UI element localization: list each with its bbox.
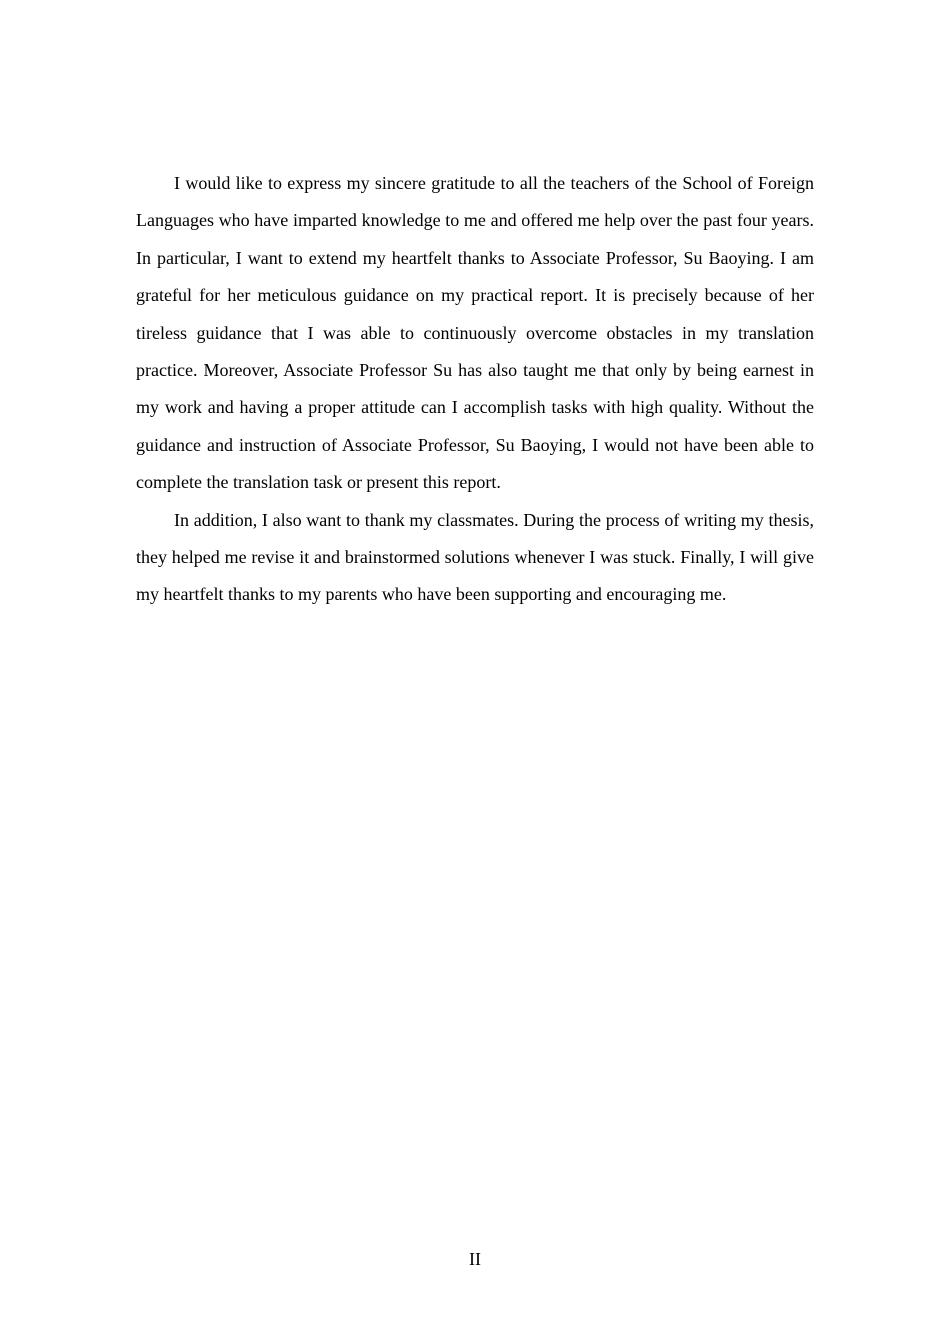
page-number: II (469, 1249, 481, 1269)
paragraph-gratitude-classmates-parents: In addition, I also want to thank my classmates. During the process of writing my thesis, they helped me revise it and brainstormed solutions whenever I was stuck. Finally, I will give my heartfelt thanks to my parents who have been supporting and encouraging me. (136, 509, 814, 605)
paragraph-gratitude-teachers: I would like to express my sincere gratitude to all the teachers of the School of Foreign Languages who have imparted knowledge to me and offered me help over the past four years. In particular, I want to extend my heartfelt thanks to Associate Professor, Su Baoying. I am grateful for her meticulous guidance on my practical report. It is precisely because of her tireless guidance that I was able to continuously overcome obstacles in my translation practice. Moreover, Associate Professor Su has also taught me that only by being earnest in my work and having a proper attitude can I accomplish tasks with high quality. Without the guidance and instruction of Associate Professor, Su Baoying, I would not have been able to complete the translation task or present this report. (136, 173, 814, 493)
acknowledgement-body (136, 165, 814, 614)
